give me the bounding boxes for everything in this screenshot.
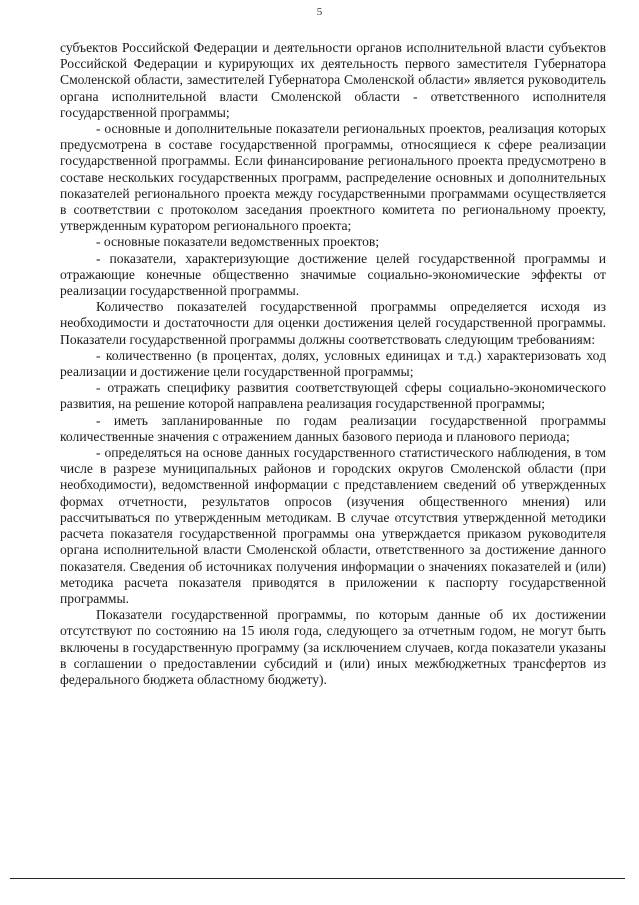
page-number: 5 xyxy=(316,6,323,18)
paragraph-6: - количественно (в процентах, долях, условных единицах и т.д.) характеризовать ход реализации и достижение цели государственной программы; xyxy=(60,347,606,380)
paragraph-4: - показатели, характеризующие достижение целей государственной программы и отражающие конечные общественно значимые социально-экономические эффекты от реализации государственной программы. xyxy=(60,250,606,299)
paragraph-5: Количество показателей государственной программы определяется исходя из необходимости и достаточности для оценки достижения целей государственной программы. Показатели государственной программы должны соответствовать следующим требованиям: xyxy=(60,299,606,347)
paragraph-9: - определяться на основе данных государственного статистического наблюдения, в том числе в разрезе муниципальных районов и городских округов Смоленской области (при необходимости), ведомственной информации с представлением сведений об утвержденных формах отчетности, результатов опросов (изучения общественного мнения) или рассчитываться по утвержденным методикам. В случае отсутствия утвержденной методики расчета показателя государственной программы она утверждается приказом руководителя органа исполнительной власти Смоленской области, ответственного за достижение данного показателя. Сведения об источниках получения информации о значениях показателей и (или) методика расчета показателя приводятся в приложении к паспорту государственной программы. xyxy=(60,445,606,606)
paragraph-7: - отражать специфику развития соответствующей сферы социально-экономического развития, на решение которой направлена реализация государственной программы; xyxy=(60,380,606,412)
document-body xyxy=(60,40,606,688)
paragraph-10: Показатели государственной программы, по которым данные об их достижении отсутствуют по состоянию на 15 июля года, следующего за отчетным годом, не могут быть включены в государственную программу (за исключением случаев, когда показатели указаны в соглашении о предоставлении субсидий и (или) иных межбюджетных трансфертов из федерального бюджета областному бюджету). xyxy=(60,607,606,687)
paragraph-1: субъектов Российской Федерации и деятельности органов исполнительной власти субъектов Российской Федерации и курирующих их деятельность первого заместителя Губернатора Смоленской области, заместителей Губернатора Смоленской области» является руководитель органа исполнительной власти Смоленской области - ответственного исполнителя государственной программы; xyxy=(60,40,606,120)
paragraph-3: - основные показатели ведомственных проектов; xyxy=(96,234,380,250)
bottom-rule xyxy=(10,878,625,879)
paragraph-2: - основные и дополнительные показатели региональных проектов, реализация которых предусмотрена в составе государственной программы, относящиеся к сфере реализации государственной программы. Если финансирование регионального проекта предусмотрено в составе нескольких государственных программ, распределение основных и дополнительных показателей регионального проекта между государственными программами осуществляется в соответствии с протоколом заседания проектного комитета по региональному проекту, утвержденным куратором регионального проекта; xyxy=(60,121,606,234)
paragraph-8: - иметь запланированные по годам реализации государственной программы количественные значения с отражением данных базового периода и планового периода; xyxy=(60,412,606,444)
